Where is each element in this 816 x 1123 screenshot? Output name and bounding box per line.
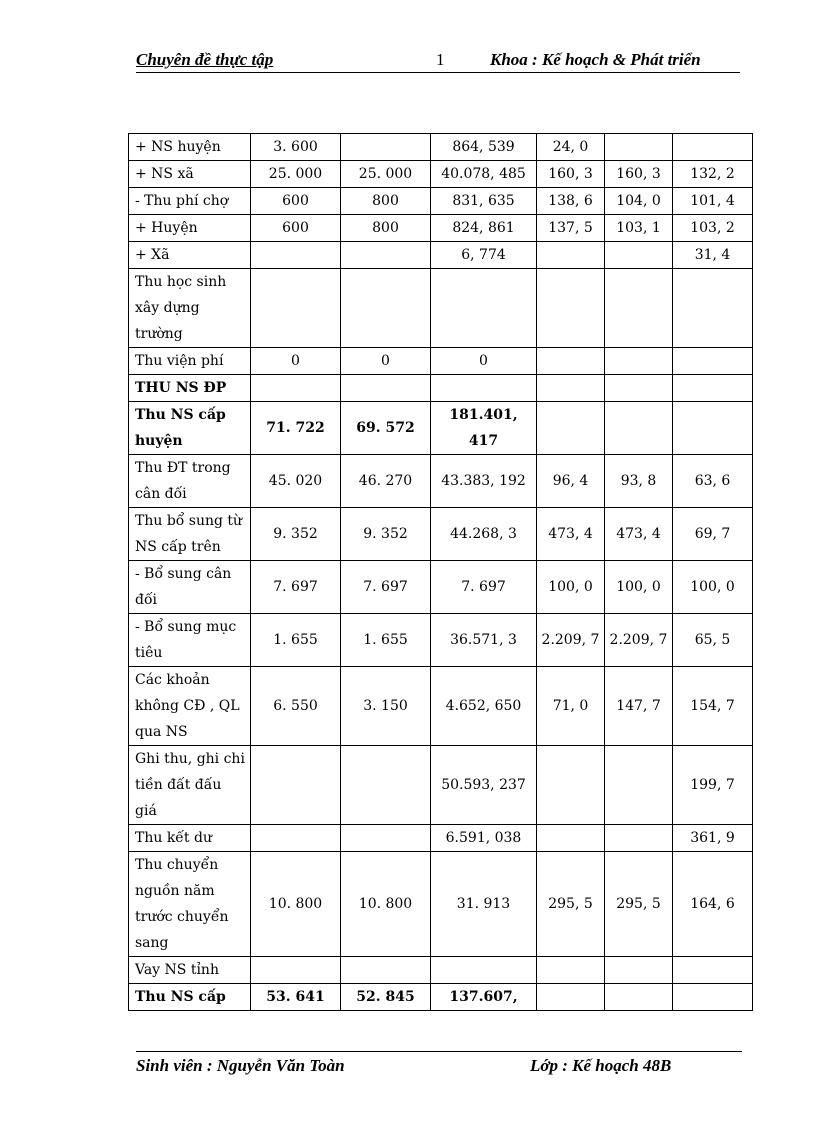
- cell-col-3: 44.268, 3: [431, 508, 537, 561]
- table-row: [129, 348, 753, 375]
- cell-col-6: 199, 7: [673, 746, 753, 825]
- cell-col-2: [341, 375, 431, 402]
- cell-col-3: 6, 774: [431, 242, 537, 269]
- cell-col-2: [341, 957, 431, 984]
- cell-col-3: 824, 861: [431, 215, 537, 242]
- cell-col-6: [673, 348, 753, 375]
- cell-col-3: 4.652, 650: [431, 667, 537, 746]
- cell-col-5: [605, 375, 673, 402]
- page-number: 1: [436, 50, 445, 69]
- cell-col-1: [251, 242, 341, 269]
- table-row: [129, 746, 753, 825]
- cell-col-4: [537, 984, 605, 1011]
- cell-col-5: [605, 242, 673, 269]
- row-label: Thu kết dư: [129, 825, 251, 852]
- cell-col-5: [605, 825, 673, 852]
- cell-col-5: 100, 0: [605, 561, 673, 614]
- cell-col-4: [537, 746, 605, 825]
- cell-col-6: 132, 2: [673, 161, 753, 188]
- cell-col-5: 103, 1: [605, 215, 673, 242]
- table-row: [129, 188, 753, 215]
- cell-col-1: [251, 825, 341, 852]
- cell-col-1: [251, 957, 341, 984]
- table-row: [129, 667, 753, 746]
- cell-col-4: [537, 402, 605, 455]
- cell-col-5: 93, 8: [605, 455, 673, 508]
- cell-col-6: 103, 2: [673, 215, 753, 242]
- cell-col-6: [673, 269, 753, 348]
- cell-col-3: [431, 957, 537, 984]
- cell-col-6: 164, 6: [673, 852, 753, 957]
- cell-col-1: [251, 746, 341, 825]
- cell-col-6: 101, 4: [673, 188, 753, 215]
- cell-col-1: 3. 600: [251, 134, 341, 161]
- cell-col-4: 71, 0: [537, 667, 605, 746]
- row-label: + NS xã: [129, 161, 251, 188]
- cell-col-2: 46. 270: [341, 455, 431, 508]
- cell-col-4: 160, 3: [537, 161, 605, 188]
- cell-col-1: 600: [251, 188, 341, 215]
- cell-col-5: [605, 957, 673, 984]
- header-title: Chuyên đề thực tập: [136, 50, 274, 69]
- table-row: [129, 161, 753, 188]
- cell-col-5: [605, 402, 673, 455]
- cell-col-4: 473, 4: [537, 508, 605, 561]
- row-label: Thu NS cấp: [129, 984, 251, 1011]
- row-label: - Bổ sung cân đối: [129, 561, 251, 614]
- table-row: [129, 508, 753, 561]
- cell-col-6: [673, 375, 753, 402]
- cell-col-1: 53. 641: [251, 984, 341, 1011]
- table-row: [129, 455, 753, 508]
- row-label: Các khoản không CĐ , QL qua NS: [129, 667, 251, 746]
- cell-col-2: 800: [341, 188, 431, 215]
- cell-col-1: [251, 269, 341, 348]
- cell-col-6: 100, 0: [673, 561, 753, 614]
- cell-col-2: 3. 150: [341, 667, 431, 746]
- cell-col-3: 181.401, 417: [431, 402, 537, 455]
- cell-col-3: [431, 375, 537, 402]
- cell-col-4: 137, 5: [537, 215, 605, 242]
- cell-col-1: 9. 352: [251, 508, 341, 561]
- page-header: [136, 48, 740, 73]
- cell-col-1: 7. 697: [251, 561, 341, 614]
- cell-col-5: 473, 4: [605, 508, 673, 561]
- cell-col-5: 2.209, 7: [605, 614, 673, 667]
- cell-col-3: 40.078, 485: [431, 161, 537, 188]
- cell-col-2: 10. 800: [341, 852, 431, 957]
- cell-col-5: 160, 3: [605, 161, 673, 188]
- cell-col-2: [341, 746, 431, 825]
- row-label: Vay NS tỉnh: [129, 957, 251, 984]
- header-department: Khoa : Kế hoạch & Phát triển: [490, 50, 701, 69]
- cell-col-3: 831, 635: [431, 188, 537, 215]
- budget-revenue-table: [128, 133, 753, 1011]
- row-label: THU NS ĐP: [129, 375, 251, 402]
- cell-col-2: 52. 845: [341, 984, 431, 1011]
- cell-col-1: 0: [251, 348, 341, 375]
- row-label: + NS huyện: [129, 134, 251, 161]
- table-row: [129, 134, 753, 161]
- row-label: - Bổ sung mục tiêu: [129, 614, 251, 667]
- row-label: Thu viện phí: [129, 348, 251, 375]
- page-footer: [136, 1051, 742, 1075]
- cell-col-5: [605, 746, 673, 825]
- cell-col-6: 63, 6: [673, 455, 753, 508]
- cell-col-3: 43.383, 192: [431, 455, 537, 508]
- row-label: Ghi thu, ghi chi tiền đất đấu giá: [129, 746, 251, 825]
- cell-col-1: 6. 550: [251, 667, 341, 746]
- cell-col-5: 147, 7: [605, 667, 673, 746]
- cell-col-3: 0: [431, 348, 537, 375]
- cell-col-6: 65, 5: [673, 614, 753, 667]
- table-row: [129, 269, 753, 348]
- cell-col-4: 100, 0: [537, 561, 605, 614]
- cell-col-6: 361, 9: [673, 825, 753, 852]
- cell-col-1: 10. 800: [251, 852, 341, 957]
- footer-student: Sinh viên : Nguyễn Văn Toàn: [136, 1056, 345, 1075]
- cell-col-3: [431, 269, 537, 348]
- cell-col-6: [673, 402, 753, 455]
- cell-col-4: [537, 269, 605, 348]
- cell-col-2: 9. 352: [341, 508, 431, 561]
- cell-col-4: [537, 825, 605, 852]
- cell-col-1: 71. 722: [251, 402, 341, 455]
- cell-col-1: 600: [251, 215, 341, 242]
- footer-class: Lớp : Kế hoạch 48B: [530, 1056, 672, 1075]
- cell-col-5: [605, 269, 673, 348]
- row-label: Thu ĐT trong cân đối: [129, 455, 251, 508]
- cell-col-4: [537, 957, 605, 984]
- cell-col-1: [251, 375, 341, 402]
- cell-col-4: [537, 242, 605, 269]
- table-row: [129, 984, 753, 1011]
- cell-col-4: 138, 6: [537, 188, 605, 215]
- table-row: [129, 957, 753, 984]
- table-row: [129, 242, 753, 269]
- cell-col-6: [673, 984, 753, 1011]
- cell-col-4: [537, 348, 605, 375]
- cell-col-1: 1. 655: [251, 614, 341, 667]
- row-label: Thu học sinh xây dựng trường: [129, 269, 251, 348]
- cell-col-5: [605, 134, 673, 161]
- cell-col-5: [605, 984, 673, 1011]
- cell-col-6: 69, 7: [673, 508, 753, 561]
- table-row: [129, 375, 753, 402]
- cell-col-4: 96, 4: [537, 455, 605, 508]
- table-row: [129, 852, 753, 957]
- table-row: [129, 402, 753, 455]
- cell-col-2: 0: [341, 348, 431, 375]
- cell-col-2: [341, 825, 431, 852]
- cell-col-2: [341, 242, 431, 269]
- cell-col-4: 24, 0: [537, 134, 605, 161]
- cell-col-3: 50.593, 237: [431, 746, 537, 825]
- cell-col-5: 104, 0: [605, 188, 673, 215]
- cell-col-3: 137.607,: [431, 984, 537, 1011]
- cell-col-4: [537, 375, 605, 402]
- cell-col-5: 295, 5: [605, 852, 673, 957]
- cell-col-4: 2.209, 7: [537, 614, 605, 667]
- cell-col-6: [673, 134, 753, 161]
- row-label: + Xã: [129, 242, 251, 269]
- cell-col-1: 45. 020: [251, 455, 341, 508]
- table-row: [129, 825, 753, 852]
- cell-col-4: 295, 5: [537, 852, 605, 957]
- cell-col-2: 1. 655: [341, 614, 431, 667]
- cell-col-6: 31, 4: [673, 242, 753, 269]
- cell-col-2: 800: [341, 215, 431, 242]
- cell-col-3: 6.591, 038: [431, 825, 537, 852]
- cell-col-3: 7. 697: [431, 561, 537, 614]
- row-label: + Huyện: [129, 215, 251, 242]
- cell-col-2: 7. 697: [341, 561, 431, 614]
- cell-col-2: [341, 134, 431, 161]
- cell-col-1: 25. 000: [251, 161, 341, 188]
- table-row: [129, 215, 753, 242]
- cell-col-5: [605, 348, 673, 375]
- row-label: - Thu phí chợ: [129, 188, 251, 215]
- table-row: [129, 561, 753, 614]
- cell-col-2: [341, 269, 431, 348]
- cell-col-3: 864, 539: [431, 134, 537, 161]
- cell-col-6: [673, 957, 753, 984]
- row-label: Thu NS cấp huyện: [129, 402, 251, 455]
- cell-col-6: 154, 7: [673, 667, 753, 746]
- cell-col-3: 36.571, 3: [431, 614, 537, 667]
- cell-col-2: 69. 572: [341, 402, 431, 455]
- table-row: [129, 614, 753, 667]
- cell-col-3: 31. 913: [431, 852, 537, 957]
- cell-col-2: 25. 000: [341, 161, 431, 188]
- row-label: Thu chuyển nguồn năm trước chuyển sang: [129, 852, 251, 957]
- row-label: Thu bổ sung từ NS cấp trên: [129, 508, 251, 561]
